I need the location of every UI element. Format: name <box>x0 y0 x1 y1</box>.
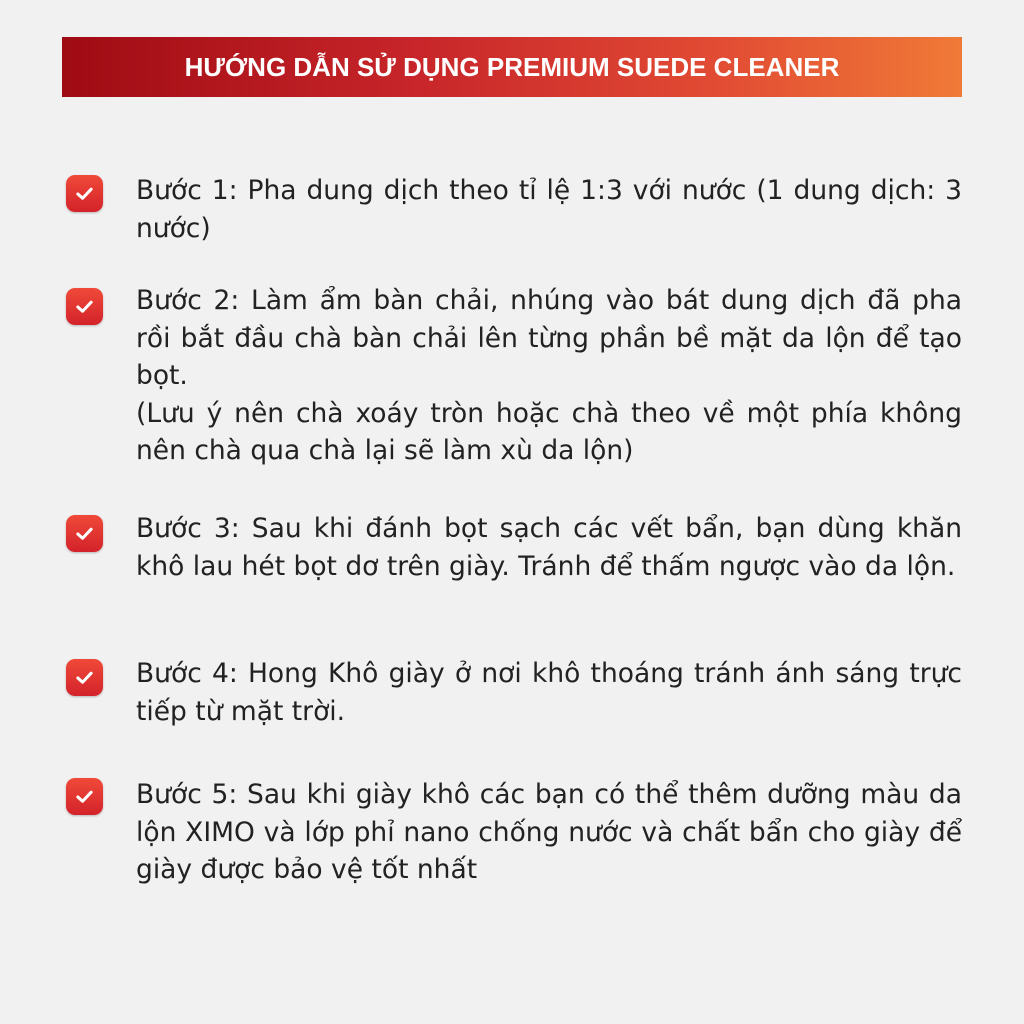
checkmark-icon <box>66 778 103 815</box>
step-text <box>136 172 962 247</box>
banner-title: HƯỚNG DẪN SỬ DỤNG PREMIUM SUEDE CLEANER <box>184 51 840 82</box>
checkmark-icon <box>66 659 103 696</box>
checkmark-icon <box>66 175 103 212</box>
checkmark-icon <box>66 288 103 325</box>
step-text <box>136 510 962 585</box>
checkmark-icon <box>66 515 103 552</box>
step-text <box>136 776 962 889</box>
step-description: Bước 1: Pha dung dịch theo tỉ lệ 1:3 với nước (1 dung dịch: 3 nước) <box>136 175 962 244</box>
step-text <box>136 655 962 730</box>
step-text <box>136 282 962 470</box>
step-note: (Lưu ý nên chà xoáy tròn hoặc chà theo về một phía không nên chà qua chà lại sẽ làm xù da lộn) <box>136 397 962 466</box>
step-description: Bước 2: Làm ẩm bàn chải, nhúng vào bát dung dịch đã pha rồi bắt đầu chà bàn chải lên từng phần bề mặt da lộn để tạo bọt. <box>136 285 962 391</box>
step-description: Bước 4: Hong Khô giày ở nơi khô thoáng tránh ánh sáng trực tiếp từ mặt trời. <box>136 658 962 727</box>
header-banner <box>62 37 962 97</box>
step-description: Bước 3: Sau khi đánh bọt sạch các vết bẩn, bạn dùng khăn khô lau hét bọt dơ trên giày. Tránh để thấm ngược vào da lộn. <box>136 513 962 582</box>
step-description: Bước 5: Sau khi giày khô các bạn có thể thêm dưỡng màu da lộn XIMO và lớp phỉ nano chống nước và chất bẩn cho giày để giày được bảo vệ tốt nhất <box>136 779 962 885</box>
